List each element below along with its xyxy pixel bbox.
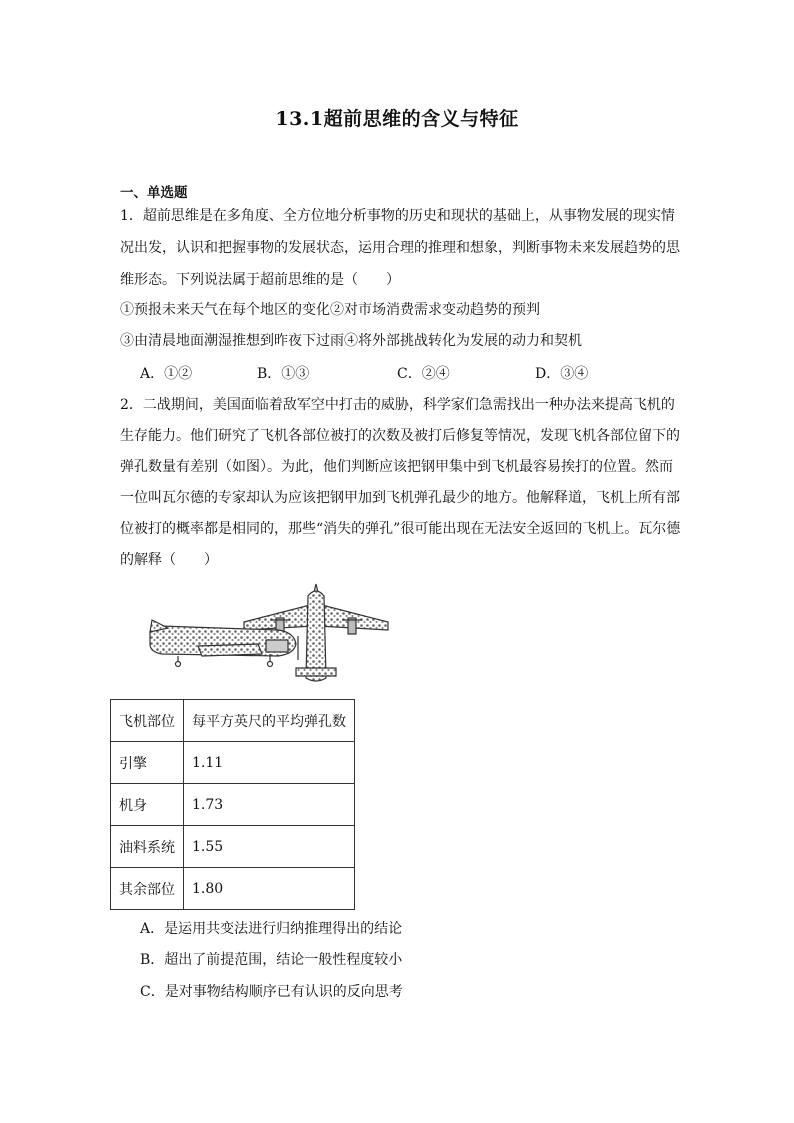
table-header-row [111, 700, 355, 742]
table-cell: 引擎 [111, 742, 184, 784]
table-cell: 1.73 [184, 784, 355, 826]
q1-line-2: 况出发，认识和把握事物的发展状态，运用合理的推理和想象，判断事物未来发展趋势的思 [120, 240, 680, 256]
bullet-hole-table [110, 699, 355, 910]
q1-line-3: 维形态。下列说法属于超前思维的是（ ） [120, 272, 400, 288]
section-heading: 一、单选题 [120, 185, 188, 201]
table-cell: 1.11 [184, 742, 355, 784]
table-header-cell: 飞机部位 [111, 700, 184, 742]
q2-line-5: 位被打的概率都是相同的，那些“消失的弹孔”很可能出现在无法安全返回的飞机上。瓦尔德 [120, 521, 681, 537]
q1-line-1: 1．超前思维是在多角度、全方位地分析事物的历史和现状的基础上，从事物发展的现实情 [120, 208, 675, 224]
table-row [111, 784, 355, 826]
table-cell: 机身 [111, 784, 184, 826]
table-row [111, 742, 355, 784]
table-cell: 其余部位 [111, 868, 184, 910]
table-cell: 油料系统 [111, 826, 184, 868]
q2-line-4: 一位叫瓦尔德的专家却认为应该把钢甲加到飞机弹孔最少的地方。他解释道，飞机上所有部 [120, 490, 680, 506]
q1-option-d: D．③④ [535, 366, 589, 382]
page-title: 13.1超前思维的含义与特征 [275, 108, 519, 130]
q2-line-2: 生存能力。他们研究了飞机各部位被打的次数及被打后修复等情况，发现飞机各部位留下的 [120, 428, 680, 444]
q1-option-a: A．①② [140, 366, 193, 382]
q2-line-1: 2．二战期间，美国面临着敌军空中打击的威胁，科学家们急需找出一种办法来提高飞机的 [120, 397, 675, 413]
table-row [111, 826, 355, 868]
q2-line-3: 弹孔数量有差别（如图）。为此，他们判断应该把钢甲集中到飞机最容易挨打的位置。然而 [120, 459, 673, 475]
table-header-cell: 每平方英尺的平均弹孔数 [184, 700, 355, 742]
table-cell: 1.55 [184, 826, 355, 868]
table-row [111, 868, 355, 910]
q1-statement-1: ①预报未来天气在每个地区的变化②对市场消费需求变动趋势的预判 [120, 302, 540, 318]
table-cell: 1.80 [184, 868, 355, 910]
q1-option-c: C．②④ [397, 366, 450, 382]
q1-statement-2: ③由清晨地面潮湿推想到昨夜下过雨④将外部挑战转化为发展的动力和契机 [120, 333, 582, 349]
aircraft-bullet-hole-figure [138, 582, 398, 688]
q2-option-a: A．是运用共变法进行归纳推理得出的结论 [140, 921, 403, 937]
q2-option-b: B．超出了前提范围，结论一般性程度较小 [140, 952, 403, 968]
q2-line-6: 的解释（ ） [120, 552, 218, 568]
q1-option-b: B．①③ [257, 366, 310, 382]
q2-option-c: C．是对事物结构顺序已有认识的反向思考 [140, 984, 403, 1000]
